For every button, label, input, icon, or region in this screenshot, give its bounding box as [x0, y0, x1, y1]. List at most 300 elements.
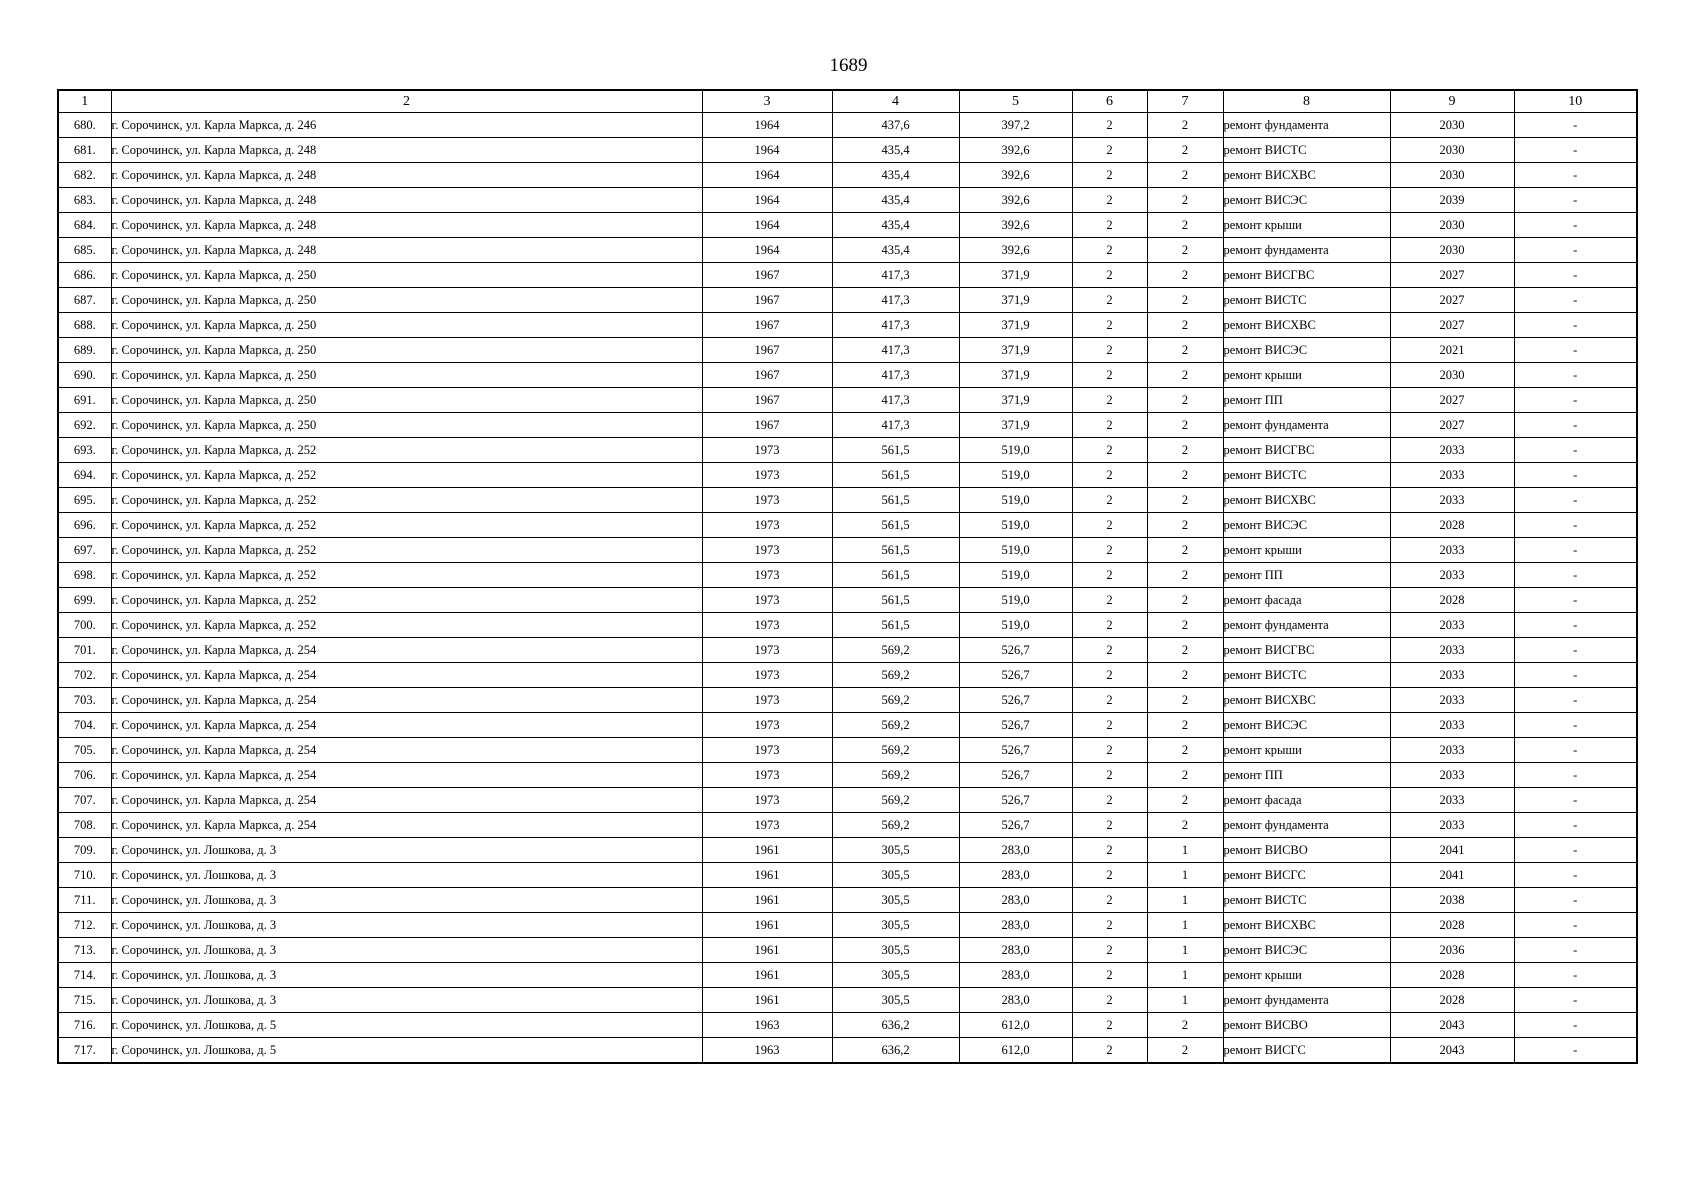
header-row	[58, 90, 1637, 113]
total-area-cell: 569,2	[832, 663, 959, 688]
table-row	[58, 588, 1637, 613]
address-cell: г. Сорочинск, ул. Лошкова, д. 3	[111, 963, 702, 988]
note-cell: -	[1514, 888, 1637, 913]
planned-year-cell: 2033	[1390, 763, 1514, 788]
floors-cell: 2	[1072, 963, 1147, 988]
floors-cell: 2	[1072, 588, 1147, 613]
year-cell: 1967	[702, 263, 832, 288]
note-cell: -	[1514, 338, 1637, 363]
living-area-cell: 519,0	[959, 613, 1072, 638]
note-cell: -	[1514, 913, 1637, 938]
table-row	[58, 613, 1637, 638]
total-area-cell: 561,5	[832, 463, 959, 488]
total-area-cell: 305,5	[832, 963, 959, 988]
year-cell: 1964	[702, 188, 832, 213]
work-type-cell: ремонт ВИСТС	[1223, 463, 1390, 488]
living-area-cell: 526,7	[959, 813, 1072, 838]
living-area-cell: 283,0	[959, 838, 1072, 863]
row-number: 686.	[58, 263, 111, 288]
planned-year-cell: 2030	[1390, 213, 1514, 238]
row-number: 689.	[58, 338, 111, 363]
entrances-cell: 2	[1147, 813, 1223, 838]
entrances-cell: 2	[1147, 713, 1223, 738]
row-number: 717.	[58, 1038, 111, 1064]
note-cell: -	[1514, 713, 1637, 738]
floors-cell: 2	[1072, 288, 1147, 313]
note-cell: -	[1514, 638, 1637, 663]
year-cell: 1973	[702, 513, 832, 538]
note-cell: -	[1514, 188, 1637, 213]
entrances-cell: 2	[1147, 788, 1223, 813]
floors-cell: 2	[1072, 488, 1147, 513]
address-cell: г. Сорочинск, ул. Карла Маркса, д. 248	[111, 238, 702, 263]
entrances-cell: 2	[1147, 638, 1223, 663]
living-area-cell: 371,9	[959, 413, 1072, 438]
note-cell: -	[1514, 288, 1637, 313]
floors-cell: 2	[1072, 363, 1147, 388]
row-number: 690.	[58, 363, 111, 388]
planned-year-cell: 2028	[1390, 588, 1514, 613]
total-area-cell: 305,5	[832, 988, 959, 1013]
address-cell: г. Сорочинск, ул. Карла Маркса, д. 250	[111, 388, 702, 413]
entrances-cell: 1	[1147, 938, 1223, 963]
living-area-cell: 519,0	[959, 513, 1072, 538]
planned-year-cell: 2021	[1390, 338, 1514, 363]
table-row	[58, 738, 1637, 763]
note-cell: -	[1514, 1038, 1637, 1064]
row-number: 704.	[58, 713, 111, 738]
entrances-cell: 2	[1147, 688, 1223, 713]
table-row	[58, 488, 1637, 513]
row-number: 707.	[58, 788, 111, 813]
floors-cell: 2	[1072, 1038, 1147, 1064]
year-cell: 1964	[702, 113, 832, 138]
table-row	[58, 638, 1637, 663]
table-row	[58, 438, 1637, 463]
living-area-cell: 283,0	[959, 988, 1072, 1013]
year-cell: 1973	[702, 763, 832, 788]
planned-year-cell: 2027	[1390, 288, 1514, 313]
floors-cell: 2	[1072, 338, 1147, 363]
entrances-cell: 2	[1147, 338, 1223, 363]
year-cell: 1964	[702, 238, 832, 263]
planned-year-cell: 2030	[1390, 113, 1514, 138]
floors-cell: 2	[1072, 388, 1147, 413]
total-area-cell: 305,5	[832, 838, 959, 863]
work-type-cell: ремонт ПП	[1223, 388, 1390, 413]
table-row	[58, 113, 1637, 138]
year-cell: 1967	[702, 388, 832, 413]
work-type-cell: ремонт ВИСТС	[1223, 663, 1390, 688]
entrances-cell: 2	[1147, 588, 1223, 613]
column-header: 4	[832, 90, 959, 113]
floors-cell: 2	[1072, 638, 1147, 663]
total-area-cell: 305,5	[832, 938, 959, 963]
table-row	[58, 863, 1637, 888]
table-row	[58, 188, 1637, 213]
year-cell: 1963	[702, 1013, 832, 1038]
row-number: 695.	[58, 488, 111, 513]
floors-cell: 2	[1072, 838, 1147, 863]
living-area-cell: 371,9	[959, 388, 1072, 413]
table-row	[58, 363, 1637, 388]
total-area-cell: 561,5	[832, 588, 959, 613]
living-area-cell: 612,0	[959, 1038, 1072, 1064]
living-area-cell: 519,0	[959, 538, 1072, 563]
work-type-cell: ремонт фундамента	[1223, 613, 1390, 638]
work-type-cell: ремонт ВИСХВС	[1223, 163, 1390, 188]
total-area-cell: 569,2	[832, 713, 959, 738]
address-cell: г. Сорочинск, ул. Карла Маркса, д. 252	[111, 488, 702, 513]
address-cell: г. Сорочинск, ул. Карла Маркса, д. 248	[111, 213, 702, 238]
row-number: 699.	[58, 588, 111, 613]
note-cell: -	[1514, 263, 1637, 288]
planned-year-cell: 2033	[1390, 788, 1514, 813]
note-cell: -	[1514, 413, 1637, 438]
total-area-cell: 417,3	[832, 388, 959, 413]
note-cell: -	[1514, 938, 1637, 963]
planned-year-cell: 2033	[1390, 813, 1514, 838]
planned-year-cell: 2033	[1390, 663, 1514, 688]
row-number: 688.	[58, 313, 111, 338]
year-cell: 1973	[702, 538, 832, 563]
note-cell: -	[1514, 363, 1637, 388]
address-cell: г. Сорочинск, ул. Лошкова, д. 3	[111, 913, 702, 938]
planned-year-cell: 2038	[1390, 888, 1514, 913]
work-type-cell: ремонт фундамента	[1223, 413, 1390, 438]
total-area-cell: 561,5	[832, 538, 959, 563]
total-area-cell: 417,3	[832, 363, 959, 388]
row-number: 709.	[58, 838, 111, 863]
year-cell: 1973	[702, 638, 832, 663]
year-cell: 1973	[702, 788, 832, 813]
year-cell: 1973	[702, 488, 832, 513]
planned-year-cell: 2030	[1390, 238, 1514, 263]
entrances-cell: 2	[1147, 763, 1223, 788]
address-cell: г. Сорочинск, ул. Карла Маркса, д. 252	[111, 563, 702, 588]
row-number: 684.	[58, 213, 111, 238]
entrances-cell: 2	[1147, 413, 1223, 438]
living-area-cell: 371,9	[959, 363, 1072, 388]
column-header: 10	[1514, 90, 1637, 113]
note-cell: -	[1514, 463, 1637, 488]
living-area-cell: 526,7	[959, 713, 1072, 738]
row-number: 683.	[58, 188, 111, 213]
note-cell: -	[1514, 563, 1637, 588]
address-cell: г. Сорочинск, ул. Лошкова, д. 3	[111, 838, 702, 863]
total-area-cell: 569,2	[832, 788, 959, 813]
floors-cell: 2	[1072, 788, 1147, 813]
address-cell: г. Сорочинск, ул. Лошкова, д. 3	[111, 988, 702, 1013]
living-area-cell: 519,0	[959, 563, 1072, 588]
note-cell: -	[1514, 738, 1637, 763]
work-type-cell: ремонт ВИСГВС	[1223, 638, 1390, 663]
living-area-cell: 526,7	[959, 638, 1072, 663]
year-cell: 1973	[702, 688, 832, 713]
work-type-cell: ремонт ВИСТС	[1223, 288, 1390, 313]
note-cell: -	[1514, 813, 1637, 838]
note-cell: -	[1514, 688, 1637, 713]
row-number: 710.	[58, 863, 111, 888]
row-number: 687.	[58, 288, 111, 313]
table-row	[58, 838, 1637, 863]
address-cell: г. Сорочинск, ул. Карла Маркса, д. 250	[111, 338, 702, 363]
entrances-cell: 2	[1147, 538, 1223, 563]
work-type-cell: ремонт ВИСВО	[1223, 838, 1390, 863]
address-cell: г. Сорочинск, ул. Лошкова, д. 3	[111, 888, 702, 913]
entrances-cell: 1	[1147, 913, 1223, 938]
floors-cell: 2	[1072, 663, 1147, 688]
address-cell: г. Сорочинск, ул. Карла Маркса, д. 252	[111, 463, 702, 488]
work-type-cell: ремонт ВИСХВС	[1223, 313, 1390, 338]
table-row	[58, 213, 1637, 238]
year-cell: 1961	[702, 913, 832, 938]
living-area-cell: 283,0	[959, 888, 1072, 913]
column-header: 8	[1223, 90, 1390, 113]
floors-cell: 2	[1072, 463, 1147, 488]
entrances-cell: 2	[1147, 463, 1223, 488]
work-type-cell: ремонт ПП	[1223, 563, 1390, 588]
living-area-cell: 519,0	[959, 463, 1072, 488]
living-area-cell: 371,9	[959, 313, 1072, 338]
address-cell: г. Сорочинск, ул. Карла Маркса, д. 252	[111, 538, 702, 563]
planned-year-cell: 2028	[1390, 913, 1514, 938]
address-cell: г. Сорочинск, ул. Карла Маркса, д. 254	[111, 663, 702, 688]
planned-year-cell: 2033	[1390, 488, 1514, 513]
floors-cell: 2	[1072, 1013, 1147, 1038]
living-area-cell: 392,6	[959, 138, 1072, 163]
address-cell: г. Сорочинск, ул. Карла Маркса, д. 252	[111, 438, 702, 463]
year-cell: 1973	[702, 463, 832, 488]
floors-cell: 2	[1072, 713, 1147, 738]
floors-cell: 2	[1072, 763, 1147, 788]
floors-cell: 2	[1072, 138, 1147, 163]
floors-cell: 2	[1072, 513, 1147, 538]
floors-cell: 2	[1072, 888, 1147, 913]
table-row	[58, 463, 1637, 488]
work-type-cell: ремонт фасада	[1223, 588, 1390, 613]
total-area-cell: 569,2	[832, 813, 959, 838]
note-cell: -	[1514, 788, 1637, 813]
total-area-cell: 569,2	[832, 738, 959, 763]
work-type-cell: ремонт крыши	[1223, 738, 1390, 763]
row-number: 700.	[58, 613, 111, 638]
living-area-cell: 526,7	[959, 788, 1072, 813]
floors-cell: 2	[1072, 163, 1147, 188]
entrances-cell: 2	[1147, 563, 1223, 588]
table-row	[58, 763, 1637, 788]
entrances-cell: 2	[1147, 1038, 1223, 1064]
column-header: 5	[959, 90, 1072, 113]
note-cell: -	[1514, 838, 1637, 863]
total-area-cell: 435,4	[832, 188, 959, 213]
table-row	[58, 313, 1637, 338]
living-area-cell: 392,6	[959, 188, 1072, 213]
year-cell: 1961	[702, 888, 832, 913]
work-type-cell: ремонт ВИСХВС	[1223, 688, 1390, 713]
work-type-cell: ремонт ВИСТС	[1223, 138, 1390, 163]
entrances-cell: 2	[1147, 513, 1223, 538]
address-cell: г. Сорочинск, ул. Лошкова, д. 3	[111, 863, 702, 888]
living-area-cell: 519,0	[959, 438, 1072, 463]
floors-cell: 2	[1072, 688, 1147, 713]
table-row	[58, 563, 1637, 588]
planned-year-cell: 2028	[1390, 513, 1514, 538]
entrances-cell: 2	[1147, 113, 1223, 138]
note-cell: -	[1514, 213, 1637, 238]
row-number: 685.	[58, 238, 111, 263]
address-cell: г. Сорочинск, ул. Карла Маркса, д. 252	[111, 613, 702, 638]
entrances-cell: 2	[1147, 738, 1223, 763]
note-cell: -	[1514, 388, 1637, 413]
year-cell: 1961	[702, 988, 832, 1013]
planned-year-cell: 2033	[1390, 688, 1514, 713]
year-cell: 1967	[702, 288, 832, 313]
planned-year-cell: 2033	[1390, 438, 1514, 463]
note-cell: -	[1514, 663, 1637, 688]
work-type-cell: ремонт ВИСГС	[1223, 1038, 1390, 1064]
planned-year-cell: 2043	[1390, 1013, 1514, 1038]
row-number: 693.	[58, 438, 111, 463]
row-number: 680.	[58, 113, 111, 138]
row-number: 716.	[58, 1013, 111, 1038]
living-area-cell: 283,0	[959, 863, 1072, 888]
address-cell: г. Сорочинск, ул. Карла Маркса, д. 248	[111, 188, 702, 213]
planned-year-cell: 2027	[1390, 413, 1514, 438]
row-number: 701.	[58, 638, 111, 663]
table-row	[58, 163, 1637, 188]
floors-cell: 2	[1072, 413, 1147, 438]
floors-cell: 2	[1072, 313, 1147, 338]
year-cell: 1964	[702, 138, 832, 163]
planned-year-cell: 2041	[1390, 838, 1514, 863]
planned-year-cell: 2043	[1390, 1038, 1514, 1064]
table-row	[58, 288, 1637, 313]
year-cell: 1963	[702, 1038, 832, 1064]
row-number: 713.	[58, 938, 111, 963]
year-cell: 1967	[702, 413, 832, 438]
work-type-cell: ремонт крыши	[1223, 213, 1390, 238]
year-cell: 1961	[702, 863, 832, 888]
work-type-cell: ремонт крыши	[1223, 963, 1390, 988]
planned-year-cell: 2033	[1390, 738, 1514, 763]
floors-cell: 2	[1072, 563, 1147, 588]
total-area-cell: 569,2	[832, 638, 959, 663]
living-area-cell: 392,6	[959, 213, 1072, 238]
year-cell: 1973	[702, 813, 832, 838]
planned-year-cell: 2041	[1390, 863, 1514, 888]
table-row	[58, 138, 1637, 163]
note-cell: -	[1514, 538, 1637, 563]
living-area-cell: 283,0	[959, 913, 1072, 938]
total-area-cell: 437,6	[832, 113, 959, 138]
floors-cell: 2	[1072, 988, 1147, 1013]
planned-year-cell: 2033	[1390, 713, 1514, 738]
year-cell: 1967	[702, 313, 832, 338]
year-cell: 1973	[702, 713, 832, 738]
year-cell: 1973	[702, 588, 832, 613]
entrances-cell: 2	[1147, 388, 1223, 413]
work-type-cell: ремонт ВИСХВС	[1223, 488, 1390, 513]
entrances-cell: 1	[1147, 988, 1223, 1013]
floors-cell: 2	[1072, 113, 1147, 138]
entrances-cell: 2	[1147, 163, 1223, 188]
work-type-cell: ремонт ВИСЭС	[1223, 513, 1390, 538]
total-area-cell: 561,5	[832, 563, 959, 588]
column-header: 7	[1147, 90, 1223, 113]
planned-year-cell: 2027	[1390, 263, 1514, 288]
note-cell: -	[1514, 163, 1637, 188]
work-type-cell: ремонт ВИСЭС	[1223, 938, 1390, 963]
total-area-cell: 435,4	[832, 138, 959, 163]
floors-cell: 2	[1072, 438, 1147, 463]
table-row	[58, 913, 1637, 938]
work-type-cell: ремонт фасада	[1223, 788, 1390, 813]
total-area-cell: 569,2	[832, 763, 959, 788]
entrances-cell: 2	[1147, 313, 1223, 338]
living-area-cell: 526,7	[959, 688, 1072, 713]
page-number: 1689	[829, 55, 868, 76]
table-row	[58, 788, 1637, 813]
column-header: 1	[58, 90, 111, 113]
data-table	[57, 89, 1638, 1064]
total-area-cell: 561,5	[832, 438, 959, 463]
note-cell: -	[1514, 238, 1637, 263]
work-type-cell: ремонт фундамента	[1223, 813, 1390, 838]
year-cell: 1967	[702, 363, 832, 388]
planned-year-cell: 2030	[1390, 163, 1514, 188]
note-cell: -	[1514, 313, 1637, 338]
entrances-cell: 2	[1147, 263, 1223, 288]
planned-year-cell: 2028	[1390, 988, 1514, 1013]
entrances-cell: 1	[1147, 863, 1223, 888]
address-cell: г. Сорочинск, ул. Карла Маркса, д. 254	[111, 688, 702, 713]
living-area-cell: 371,9	[959, 263, 1072, 288]
work-type-cell: ремонт ПП	[1223, 763, 1390, 788]
year-cell: 1973	[702, 663, 832, 688]
work-type-cell: ремонт ВИСГС	[1223, 863, 1390, 888]
entrances-cell: 2	[1147, 238, 1223, 263]
living-area-cell: 526,7	[959, 663, 1072, 688]
living-area-cell: 392,6	[959, 163, 1072, 188]
entrances-cell: 2	[1147, 188, 1223, 213]
row-number: 703.	[58, 688, 111, 713]
floors-cell: 2	[1072, 913, 1147, 938]
table-row	[58, 538, 1637, 563]
work-type-cell: ремонт фундамента	[1223, 113, 1390, 138]
address-cell: г. Сорочинск, ул. Карла Маркса, д. 246	[111, 113, 702, 138]
row-number: 714.	[58, 963, 111, 988]
living-area-cell: 371,9	[959, 338, 1072, 363]
address-cell: г. Сорочинск, ул. Карла Маркса, д. 254	[111, 638, 702, 663]
row-number: 706.	[58, 763, 111, 788]
column-header: 6	[1072, 90, 1147, 113]
row-number: 698.	[58, 563, 111, 588]
planned-year-cell: 2036	[1390, 938, 1514, 963]
planned-year-cell: 2039	[1390, 188, 1514, 213]
entrances-cell: 2	[1147, 1013, 1223, 1038]
planned-year-cell: 2033	[1390, 563, 1514, 588]
floors-cell: 2	[1072, 538, 1147, 563]
row-number: 702.	[58, 663, 111, 688]
floors-cell: 2	[1072, 213, 1147, 238]
total-area-cell: 636,2	[832, 1038, 959, 1064]
total-area-cell: 435,4	[832, 213, 959, 238]
note-cell: -	[1514, 113, 1637, 138]
address-cell: г. Сорочинск, ул. Лошкова, д. 5	[111, 1038, 702, 1064]
living-area-cell: 283,0	[959, 938, 1072, 963]
row-number: 708.	[58, 813, 111, 838]
